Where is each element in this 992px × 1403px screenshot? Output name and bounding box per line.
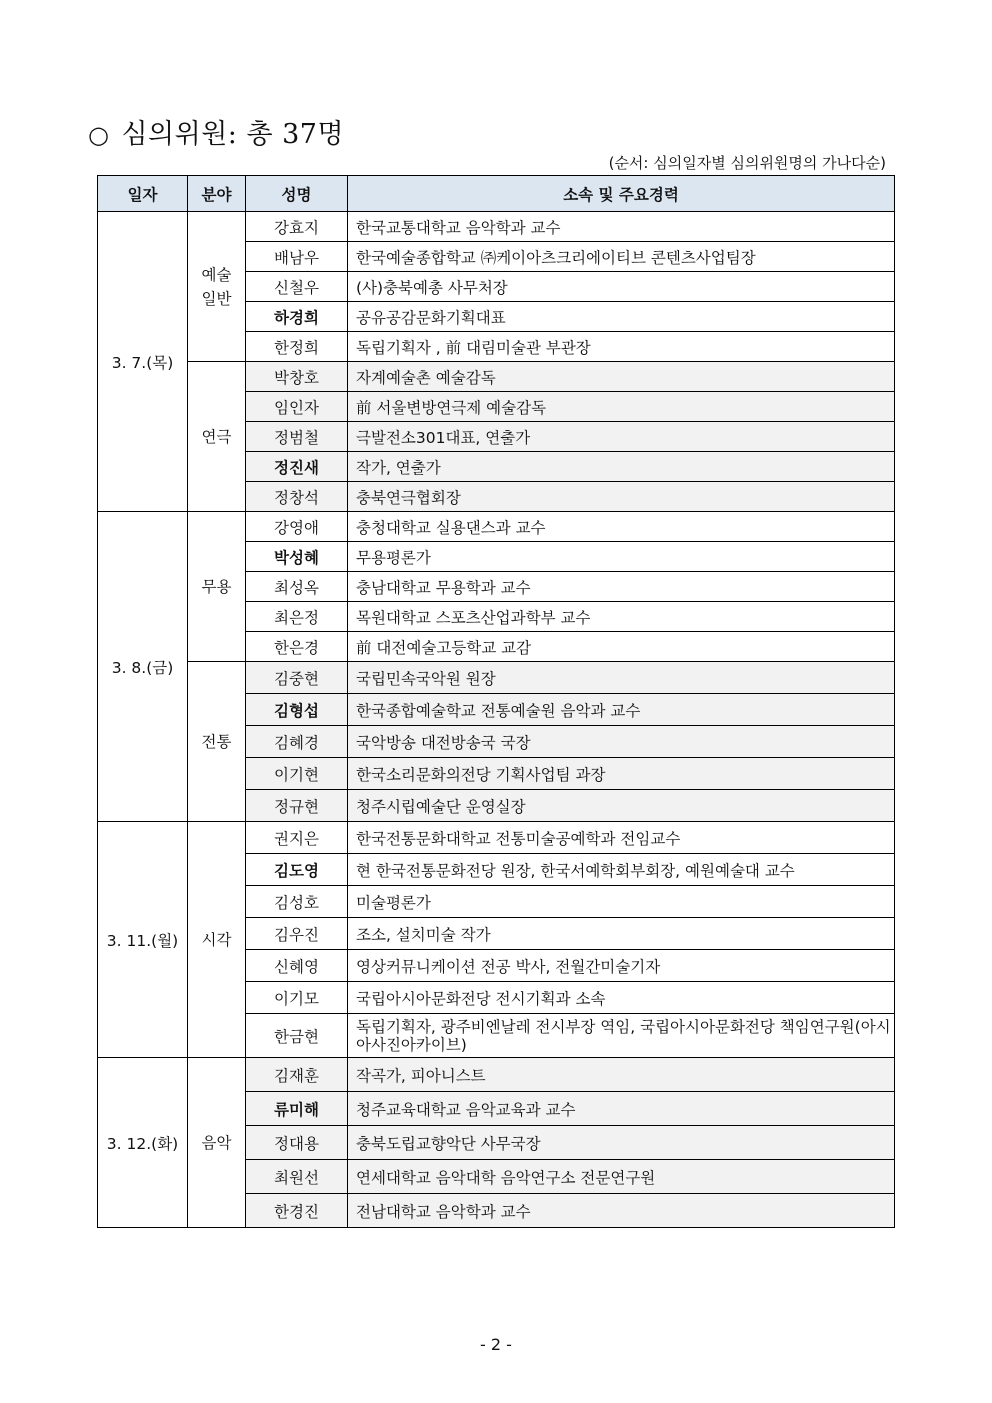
member-career: 국립민속국악원 원장 <box>348 662 895 694</box>
member-career: 한국종합예술학교 전통예술원 음악과 교수 <box>348 694 895 726</box>
member-name: 정진새 <box>246 452 348 482</box>
member-career: 한국소리문화의전당 기획사업팀 과장 <box>348 758 895 790</box>
member-career: 前 서울변방연극제 예술감독 <box>348 392 895 422</box>
member-career: 국립아시아문화전당 전시기획과 소속 <box>348 982 895 1014</box>
member-career: 독립기획자, 광주비엔날레 전시부장 역임, 국립아시아문화전당 책임연구원(아시아사진아카이브) <box>348 1014 895 1058</box>
member-career: 전남대학교 음악학과 교수 <box>348 1194 895 1228</box>
member-career: 작가, 연출가 <box>348 452 895 482</box>
member-name: 배남우 <box>246 242 348 272</box>
table-row <box>98 822 895 854</box>
member-name: 신혜영 <box>246 950 348 982</box>
field-cell: 예술 일반 <box>188 212 246 362</box>
date-cell: 3. 12.(화) <box>98 1058 188 1228</box>
table-row <box>98 662 895 694</box>
table-row <box>98 512 895 542</box>
member-career: 공유공감문화기획대표 <box>348 302 895 332</box>
member-name: 강영애 <box>246 512 348 542</box>
member-career: 자계예술촌 예술감독 <box>348 362 895 392</box>
member-name: 하경희 <box>246 302 348 332</box>
member-name: 최성옥 <box>246 572 348 602</box>
table-header-row <box>98 176 895 212</box>
member-name: 정규현 <box>246 790 348 822</box>
member-name: 박창호 <box>246 362 348 392</box>
section-heading <box>88 112 344 151</box>
member-name: 권지은 <box>246 822 348 854</box>
member-name: 김도영 <box>246 854 348 886</box>
header-date: 일자 <box>98 176 188 212</box>
committee-table <box>97 175 895 1228</box>
member-name: 이기모 <box>246 982 348 1014</box>
member-name: 한경진 <box>246 1194 348 1228</box>
table-row <box>98 1058 895 1092</box>
header-field: 분야 <box>188 176 246 212</box>
field-cell: 연극 <box>188 362 246 512</box>
member-name: 김혜경 <box>246 726 348 758</box>
member-career: 한국예술종합학교 ㈜케이아츠크리에이티브 콘텐츠사업팀장 <box>348 242 895 272</box>
member-career: 영상커뮤니케이션 전공 박사, 전월간미술기자 <box>348 950 895 982</box>
circle-bullet-icon: ○ <box>88 121 110 149</box>
member-name: 김우진 <box>246 918 348 950</box>
member-career: 청주교육대학교 음악교육과 교수 <box>348 1092 895 1126</box>
header-name: 성명 <box>246 176 348 212</box>
member-name: 한정희 <box>246 332 348 362</box>
member-career: 작곡가, 피아니스트 <box>348 1058 895 1092</box>
member-career: 충청대학교 실용댄스과 교수 <box>348 512 895 542</box>
member-career: 충북도립교향악단 사무국장 <box>348 1126 895 1160</box>
member-career: 독립기획자 , 前 대림미술관 부관장 <box>348 332 895 362</box>
table-row <box>98 212 895 242</box>
member-name: 임인자 <box>246 392 348 422</box>
page-number: - 2 - <box>480 1335 512 1354</box>
field-cell: 무용 <box>188 512 246 662</box>
member-name: 김재훈 <box>246 1058 348 1092</box>
member-career: 한국전통문화대학교 전통미술공예학과 전임교수 <box>348 822 895 854</box>
date-cell: 3. 7.(목) <box>98 212 188 512</box>
member-career: 충북연극협회장 <box>348 482 895 512</box>
member-career: 미술평론가 <box>348 886 895 918</box>
date-cell: 3. 8.(금) <box>98 512 188 822</box>
member-name: 한은경 <box>246 632 348 662</box>
field-cell: 전통 <box>188 662 246 822</box>
member-career: 청주시립예술단 운영실장 <box>348 790 895 822</box>
member-name: 류미해 <box>246 1092 348 1126</box>
table-row <box>98 362 895 392</box>
member-career: 국악방송 대전방송국 국장 <box>348 726 895 758</box>
member-name: 정범철 <box>246 422 348 452</box>
member-name: 한금현 <box>246 1014 348 1058</box>
member-career: 한국교통대학교 음악학과 교수 <box>348 212 895 242</box>
member-career: 前 대전예술고등학교 교감 <box>348 632 895 662</box>
member-name: 정창석 <box>246 482 348 512</box>
member-name: 강효지 <box>246 212 348 242</box>
member-career: 무용평론가 <box>348 542 895 572</box>
member-name: 김형섭 <box>246 694 348 726</box>
member-name: 정대용 <box>246 1126 348 1160</box>
date-cell: 3. 11.(월) <box>98 822 188 1058</box>
member-name: 이기현 <box>246 758 348 790</box>
member-name: 김중현 <box>246 662 348 694</box>
member-career: 극발전소301대표, 연출가 <box>348 422 895 452</box>
member-name: 박성혜 <box>246 542 348 572</box>
field-cell: 시각 <box>188 822 246 1058</box>
member-career: 연세대학교 음악대학 음악연구소 전문연구원 <box>348 1160 895 1194</box>
member-career: 현 한국전통문화전당 원장, 한국서예학회부회장, 예원예술대 교수 <box>348 854 895 886</box>
member-name: 최원선 <box>246 1160 348 1194</box>
member-career: 충남대학교 무용학과 교수 <box>348 572 895 602</box>
field-cell: 음악 <box>188 1058 246 1228</box>
member-name: 신철우 <box>246 272 348 302</box>
order-note: (순서: 심의일자별 심의위원명의 가나다순) <box>608 154 886 172</box>
member-career: (사)충북예총 사무처장 <box>348 272 895 302</box>
table-body <box>98 212 895 1228</box>
member-career: 목원대학교 스포츠산업과학부 교수 <box>348 602 895 632</box>
member-name: 최은정 <box>246 602 348 632</box>
header-career: 소속 및 주요경력 <box>348 176 895 212</box>
heading-title: 심의위원: 총 37명 <box>121 119 345 150</box>
member-career: 조소, 설치미술 작가 <box>348 918 895 950</box>
member-name: 김성호 <box>246 886 348 918</box>
